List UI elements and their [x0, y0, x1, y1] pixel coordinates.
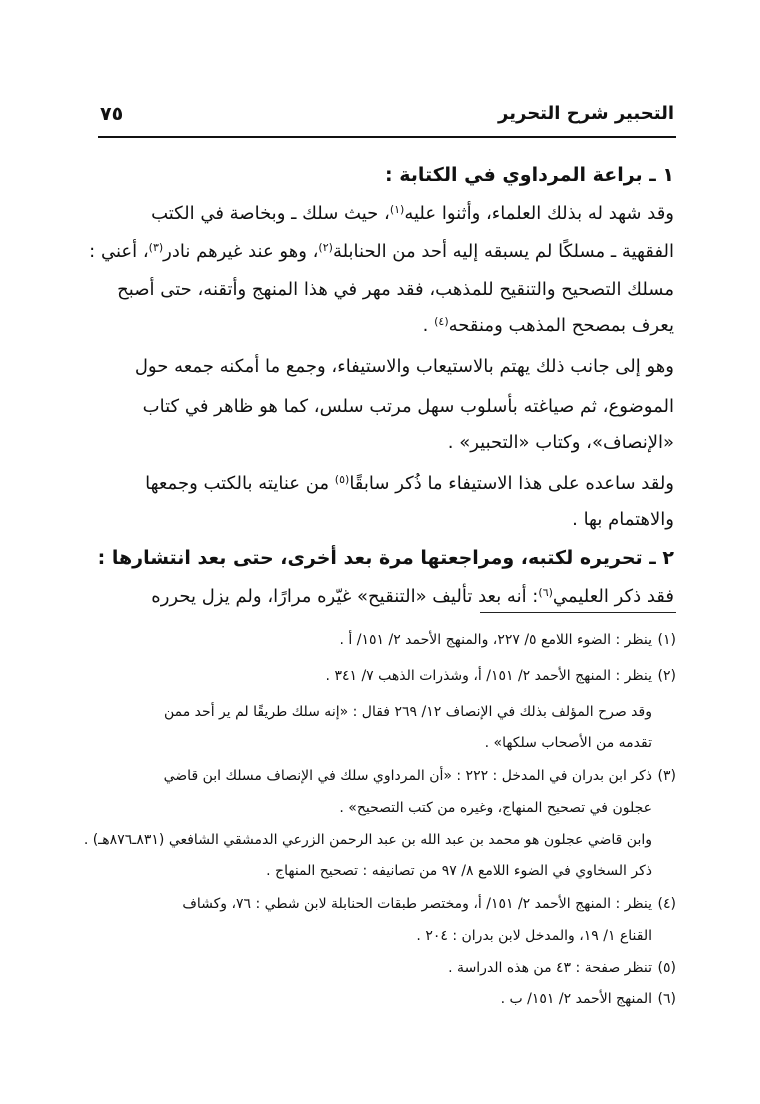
body-line: الموضوع، ثم صياغته بأسلوب سهل مرتب سلس، كما هو ظاهر في كتاب: [142, 396, 674, 417]
footnote-text: عجلون في تصحيح المنهاج، وغيره من كتب التصحيح» .: [339, 800, 652, 816]
footnote-text: ينظر : المنهج الأحمد ٢/ ١٥١/ أ، ومختصر طبقات الحنابلة لابن شطي : ٧٦، وكشاف: [182, 896, 652, 912]
body-line: والاهتمام بها .: [572, 509, 674, 530]
footnote-text: تقدمه من الأصحاب سلكها» .: [484, 735, 652, 751]
body-line: فقد ذكر العليمي$^{(٦)}$: أنه بعد تأليف «التنقيح» غيّره مرارًا، ولم يزل يحرره: [151, 586, 674, 607]
body-line: وقد شهد له بذلك العلماء، وأثنوا عليه$^{(١)}$، حيث سلك ـ وبخاصة في الكتب: [151, 203, 674, 224]
body-line: يعرف بمصحح المذهب ومنقحه$^{(٤)}$ .: [422, 315, 674, 336]
footnote-ref[interactable]: (٥): [334, 473, 350, 486]
footnote-ref[interactable]: (٦): [538, 586, 553, 599]
footnote-number: (٣): [657, 768, 676, 784]
footnote-text: القناع ١/ ١٩، والمدخل لابن بدران : ٢٠٤ .: [416, 928, 652, 944]
body-line: ولقد ساعده على هذا الاستيفاء ما ذُكر سابقًا$^{(٥)}$ من عنايته بالكتب وجمعها: [145, 473, 674, 494]
footnote-number: (٤): [657, 896, 676, 912]
footnote-ref[interactable]: (٤): [434, 315, 449, 328]
body-line: مسلك التصحيح والتنقيح للمذهب، فقد مهر في هذا المنهج وأتقنه، حتى أصبح: [117, 279, 674, 300]
footnote-divider: [480, 612, 676, 613]
page-number: ٧٥: [100, 103, 124, 125]
footnote-text: ذكر السخاوي في الضوء اللامع ٨/ ٩٧ من تصانيفه : تصحيح المنهاج .: [266, 863, 652, 879]
footnote-ref[interactable]: (٣): [148, 241, 164, 254]
footnote-text: المنهج الأحمد ٢/ ١٥١/ ب .: [500, 991, 652, 1007]
footnote-number: (٥): [657, 960, 676, 976]
body-line: الفقهية ـ مسلكًا لم يسبقه إليه أحد من الحنابلة$^{(٢)}$، وهو عند غيرهم نادر$^{(٣)}$، أعني :: [89, 241, 674, 262]
footnote-number: (١): [657, 632, 676, 648]
footnote-text: تنظر صفحة : ٤٣ من هذه الدراسة .: [448, 960, 652, 976]
body-line: وهو إلى جانب ذلك يهتم بالاستيعاب والاستيفاء، وجمع ما أمكنه جمعه حول: [134, 356, 674, 377]
footnote-text: وقد صرح المؤلف بذلك في الإنصاف ١٢/ ٢٦٩ فقال : «إنه سلك طريقًا لم ير أحد ممن: [163, 704, 652, 720]
footnote-text: ذكر ابن بدران في المدخل : ٢٢٢ : «أن المرداوي سلك في الإنصاف مسلك ابن قاضي: [163, 768, 652, 784]
footnote-ref[interactable]: (٢): [318, 241, 333, 254]
footnote-text: ينظر : الضوء اللامع ٥/ ٢٢٧، والمنهج الأحمد ٢/ ١٥١/ أ .: [339, 632, 652, 648]
section-heading-1: ١ ـ براعة المرداوي في الكتابة :: [385, 164, 674, 186]
footnote-number: (٦): [657, 991, 676, 1007]
running-header-title: التحبير شرح التحرير: [498, 103, 674, 124]
body-line: «الإنصاف»، وكتاب «التحبير» .: [447, 432, 674, 453]
header-divider: [98, 136, 676, 138]
footnote-ref[interactable]: (١): [389, 203, 405, 216]
footnote-number: (٢): [657, 668, 676, 684]
footnote-text: وابن قاضي عجلون هو محمد بن عبد الله بن عبد الرحمن الزرعي الدمشقي الشافعي (٨٣١ـ٨٧٦هـ) .: [83, 832, 652, 848]
footnote-text: ينظر : المنهج الأحمد ٢/ ١٥١/ أ، وشذرات الذهب ٧/ ٣٤١ .: [325, 668, 652, 684]
section-heading-2: ٢ ـ تحريره لكتبه، ومراجعتها مرة بعد أخرى، حتى بعد انتشارها :: [97, 547, 674, 569]
